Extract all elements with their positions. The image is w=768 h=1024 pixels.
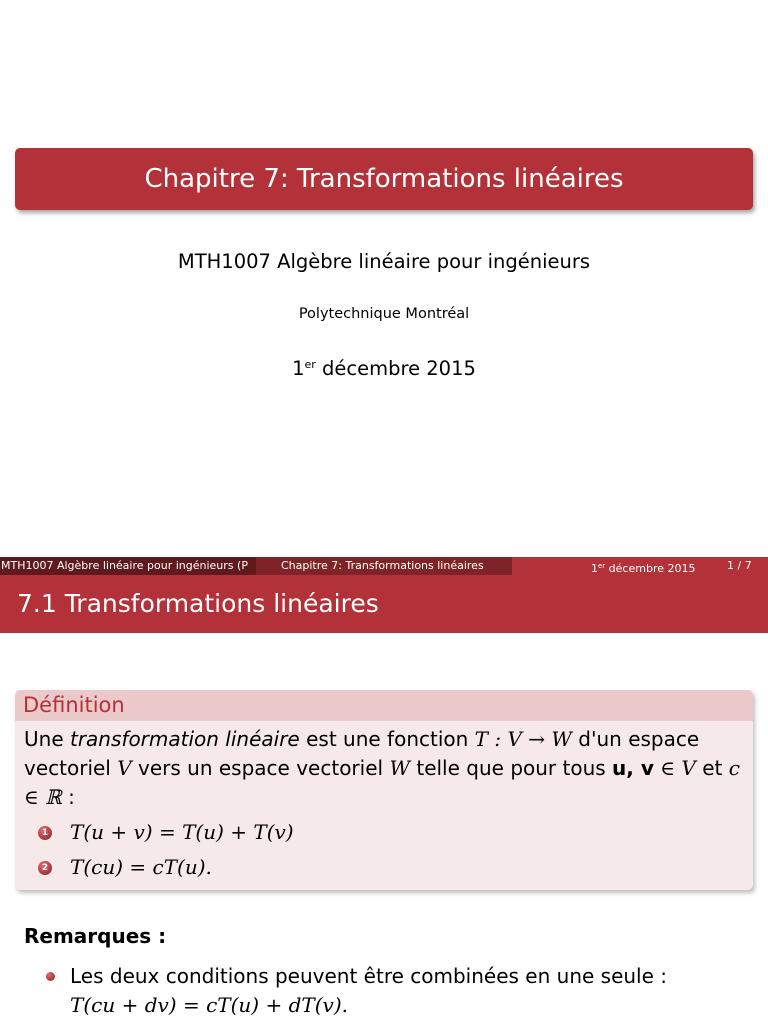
def-math: W <box>389 756 410 780</box>
frame-title-bar <box>0 575 768 633</box>
date-ordinal: er <box>304 358 316 371</box>
date-rest: décembre 2015 <box>315 357 476 380</box>
remark-sentence: Les deux conditions peuvent être combinées en une seule : <box>70 964 668 988</box>
footer-date-page <box>512 557 768 575</box>
date-day: 1 <box>292 357 305 380</box>
footer-date-ordinal: er <box>598 562 606 570</box>
bullet-icon <box>46 972 55 981</box>
def-text: d'un espace vectoriel <box>24 727 700 780</box>
remark-text <box>48 962 748 1020</box>
footer-strip <box>0 557 768 575</box>
presentation-date <box>0 357 768 380</box>
def-text: est une fonction <box>299 727 475 751</box>
number-ball-icon: 2 <box>38 861 52 875</box>
definition-item-formula: T(u + v) = T(u) + T(v) <box>70 820 294 844</box>
remarks-title: Remarques : <box>24 924 167 948</box>
def-text: Une <box>24 727 70 751</box>
definition-block <box>15 690 753 890</box>
def-math: V <box>117 756 132 780</box>
def-math: T : V → W <box>474 727 572 751</box>
definition-item <box>38 818 744 847</box>
slide-title-bar <box>15 148 753 210</box>
def-emphasis: transformation linéaire <box>69 727 300 751</box>
footer-course: MTH1007 Algèbre linéaire pour ingénieurs (P <box>0 557 256 575</box>
definition-item <box>38 853 744 882</box>
def-text: et <box>695 756 729 780</box>
def-text: telle que pour tous <box>410 756 613 780</box>
footer-date-rest: décembre 2015 <box>605 562 696 575</box>
remark-list-item <box>48 962 748 1020</box>
remark-formula: T(cu + dv) = cT(u) + dT(v). <box>70 993 348 1017</box>
frame-title: 7.1 Transformations linéaires <box>17 589 379 618</box>
definition-heading: Définition <box>15 690 753 721</box>
definition-item-formula: T(cu) = cT(u). <box>70 855 212 879</box>
slide-title: Chapitre 7: Transformations linéaires <box>144 164 624 194</box>
def-text: vers un espace vectoriel <box>131 756 390 780</box>
definition-paragraph <box>24 725 744 812</box>
def-math-bold: u, v <box>612 756 654 780</box>
def-text: : <box>61 785 75 809</box>
course-title: MTH1007 Algèbre linéaire pour ingénieurs <box>177 250 591 273</box>
def-math: ∈ V <box>653 756 696 780</box>
footer-chapter: Chapitre 7: Transformations linéaires <box>256 557 512 575</box>
def-math: c ∈ ℝ <box>24 756 740 809</box>
footer-page-number: 1 / 7 <box>727 559 752 572</box>
institution: Polytechnique Montréal <box>298 306 470 322</box>
footer-date-day: 1 <box>591 562 598 575</box>
number-ball-icon: 1 <box>38 826 52 840</box>
definition-body <box>15 721 753 882</box>
